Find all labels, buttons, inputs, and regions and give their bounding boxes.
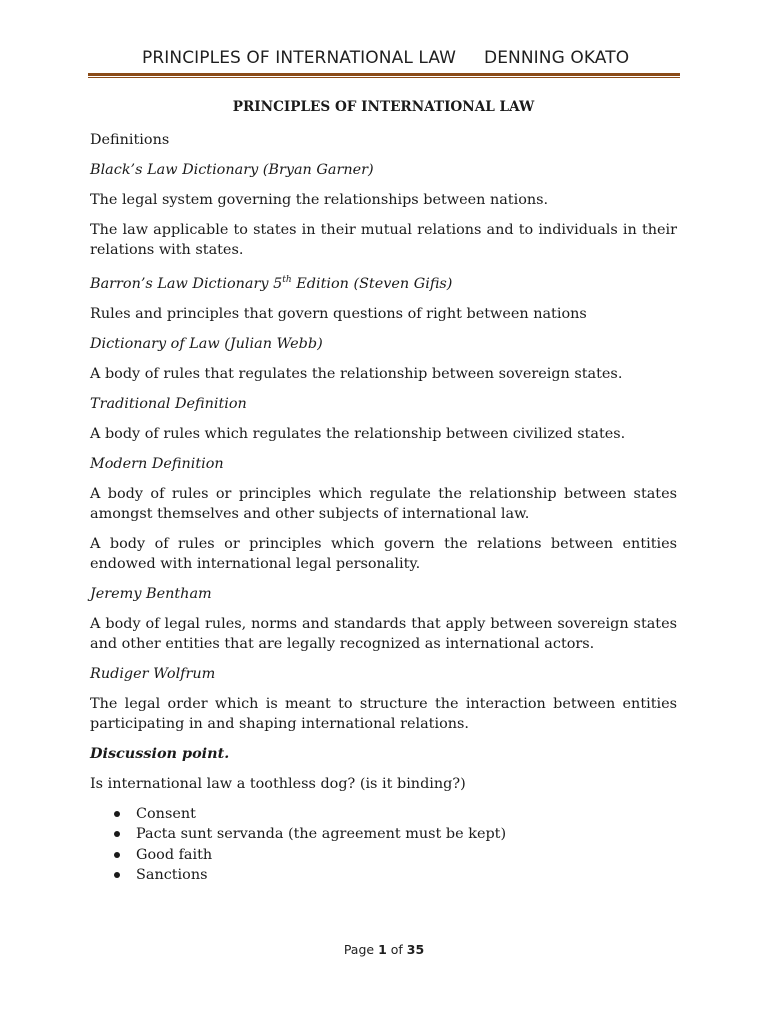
definition-text: A body of legal rules, norms and standards that apply between sovereign states and other entities that are legally recognized as international actors.: [90, 615, 677, 652]
list-item: [90, 845, 677, 866]
page-body: [90, 94, 677, 886]
header-author: DENNING OKATO: [484, 48, 630, 68]
discussion-question: Is international law a toothless dog? (is it binding?): [90, 775, 466, 792]
list-item-text: Consent: [136, 805, 196, 822]
definition-text: A body of rules or principles which regulate the relationship between states amongst themselves and other subjects of international law.: [90, 485, 677, 522]
list-item-text: Sanctions: [136, 867, 208, 884]
total-page-count: 35: [406, 942, 425, 957]
page-word: Page: [343, 942, 379, 957]
definition-text: The legal order which is meant to structure the interaction between entities participating in and shaping international relations.: [90, 695, 677, 732]
list-item: [90, 824, 677, 845]
definition-text: A body of rules which regulates the relationship between civilized states.: [90, 425, 626, 442]
modern-definition-heading: Modern Definition: [90, 455, 224, 472]
header-rule-thin: [88, 77, 680, 78]
header-rule-thick: [88, 73, 680, 76]
discussion-heading: Discussion point.: [90, 744, 230, 762]
current-page-number: 1: [378, 942, 387, 957]
list-item-text: Pacta sunt servanda (the agreement must be kept): [136, 826, 507, 843]
source-rudiger-wolfrum: Rudiger Wolfrum: [90, 665, 216, 682]
of-word: of: [386, 942, 407, 957]
list-item-text: Good faith: [136, 846, 213, 863]
bullet-list: [90, 804, 677, 886]
page-footer: [0, 942, 768, 957]
definition-text: The law applicable to states in their mutual relations and to individuals in their relations with states.: [90, 222, 677, 258]
source-barrons-prefix: Barron’s Law Dictionary 5: [90, 275, 283, 292]
definitions-heading: Definitions: [90, 132, 170, 148]
definition-text: Rules and principles that govern questions of right between nations: [90, 305, 587, 322]
source-dictionary-of-law: Dictionary of Law (Julian Webb): [90, 335, 323, 352]
bullet-icon: [114, 811, 120, 817]
bullet-icon: [114, 872, 120, 878]
document-title: PRINCIPLES OF INTERNATIONAL LAW: [232, 99, 535, 115]
bullet-icon: [114, 831, 120, 837]
traditional-definition-heading: Traditional Definition: [90, 395, 247, 412]
source-jeremy-bentham: Jeremy Bentham: [90, 585, 212, 602]
list-item: [90, 804, 677, 825]
source-barrons-suffix: Edition (Steven Gifis): [291, 275, 453, 292]
definition-text: A body of rules or principles which govern the relations between entities endowed with international legal personality.: [90, 535, 677, 572]
source-blacks-law: Black’s Law Dictionary (Bryan Garner): [90, 162, 374, 178]
definition-text: A body of rules that regulates the relationship between sovereign states.: [90, 365, 623, 382]
definition-text: The legal system governing the relationships between nations.: [90, 192, 549, 208]
running-header: [88, 46, 680, 72]
bullet-icon: [114, 852, 120, 858]
header-title: PRINCIPLES OF INTERNATIONAL LAW: [142, 48, 457, 68]
list-item: [90, 865, 677, 886]
superscript-th: th: [282, 275, 292, 285]
source-barrons-law: [90, 270, 677, 294]
